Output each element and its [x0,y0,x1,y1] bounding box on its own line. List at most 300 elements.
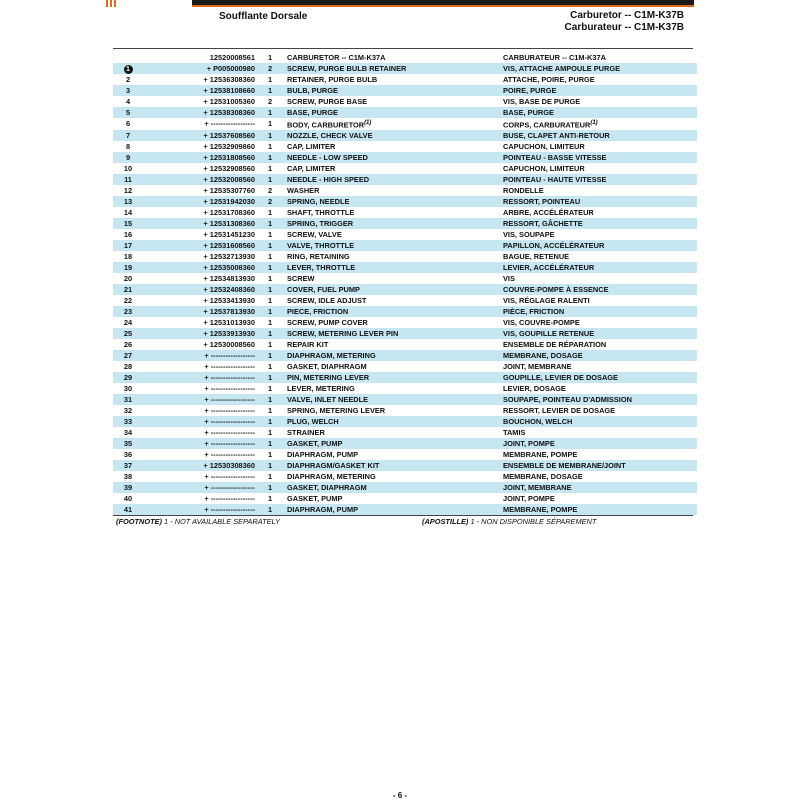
table-row [113,284,697,295]
ref-number: 10 [123,163,133,173]
description-fr-text: RESSORT, POINTEAU [503,196,581,206]
description-fr-text: CORPS, CARBURATEUR [503,120,591,130]
quantity: 2 [259,63,281,74]
part-number: + 12532008560 [143,174,259,185]
description-fr-text: JOINT, MEMBRANE [503,482,572,492]
table-row [113,262,697,273]
description-fr-text: MEMBRANE, POMPE [503,504,578,514]
table-row [113,63,697,74]
part-number: + ------------------ [204,383,255,393]
description-fr [503,218,697,229]
header-bar [192,0,694,7]
quantity: 1 [267,273,273,283]
description-en [281,218,503,229]
part-number: + 12535307760 [203,185,255,195]
description-en-text: DIAPHRAGM, PUMP [287,504,359,514]
quantity: 1 [259,350,281,361]
description-en [281,63,503,74]
quantity: 1 [267,427,273,437]
quantity: 1 [267,383,273,393]
part-number: + ------------------ [204,119,255,129]
description-fr-text: JOINT, POMPE [503,493,555,503]
ref-number: 36 [123,449,133,459]
description-fr-text: MEMBRANE, POMPE [503,449,578,459]
description-en-text: GASKET, PUMP [287,493,343,503]
quantity: 2 [267,185,273,195]
description-en-text: REPAIR KIT [287,339,329,349]
description-fr-text: CAPUCHON, LIMITEUR [503,163,585,173]
description-en [281,196,503,207]
description-fr [503,284,697,295]
description-en [281,163,503,174]
quantity: 1 [259,174,281,185]
description-en-text: PLUG, WELCH [287,416,339,426]
description-fr [503,350,697,361]
description-en-text: CAP, LIMITER [287,163,336,173]
description-en [281,317,503,328]
description-fr [503,107,697,118]
quantity: 1 [267,52,273,62]
description-fr [503,273,697,284]
description-fr [503,427,697,438]
quantity: 1 [267,405,273,415]
footnote-fr-label: (APOSTILLE) [422,517,469,526]
description-en [281,174,503,185]
description-en [281,504,503,515]
description-fr-text: BOUCHON, WELCH [503,416,573,426]
ref-number: 38 [123,471,133,481]
description-en-text: VALVE, THROTTLE [287,240,355,250]
quantity: 1 [259,438,281,449]
description-fr-text: JOINT, MEMBRANE [503,361,572,371]
part-number: + 12532713930 [203,251,255,261]
ref-number: 4 [125,96,131,106]
part-number: + 12531005360 [203,96,255,106]
part-number: + ------------------ [204,427,255,437]
table-row [113,74,697,85]
description-en-text: SPRING, TRIGGER [287,218,354,228]
description-fr [503,141,697,152]
part-number: + ------------------ [143,394,259,405]
description-fr-text: VIS, COUVRE-POMPE [503,317,580,327]
part-number: + ------------------ [143,416,259,427]
description-fr [503,482,697,493]
description-en-text: COVER, FUEL PUMP [287,284,360,294]
description-en-text: SCREW, IDLE ADJUST [287,295,367,305]
footnote-row [0,516,800,528]
quantity: 1 [267,141,273,151]
section-title-en: Carburetor -- C1M-K37B [570,10,684,21]
logo-stripes [106,0,118,7]
description-en [281,449,503,460]
part-number: + 12533913930 [143,328,259,339]
quantity: 1 [259,262,281,273]
description-fr-text: VIS, BASE DE PURGE [503,96,581,106]
part-number: + P005000980 [143,63,259,74]
quantity: 1 [259,416,281,427]
part-number: + 12532909860 [203,141,255,151]
parts-table [113,52,697,515]
table-row [113,427,697,438]
section-title-fr: Carburateur -- C1M-K37B [564,22,684,33]
description-en-text: NEEDLE - LOW SPEED [287,152,368,162]
ref-number: 32 [123,405,133,415]
description-fr [503,185,697,196]
description-en-text: BASE, PURGE [287,107,338,117]
description-en-text: SCREW [287,273,315,283]
part-number: + 12538108660 [143,85,259,96]
description-en [281,339,503,350]
description-en-text: GASKET, DIAPHRAGM [287,482,367,492]
description-en-text: SCREW, PURGE BASE [287,96,368,106]
description-fr-text: SOUPAPE, POINTEAU D'ADMISSION [503,394,632,404]
description-en-text: PIECE, FRICTION [287,306,349,316]
footnote-en-text: 1 - NOT AVAILABLE SEPARATELY [164,517,280,526]
description-fr-text: MEMBRANE, DOSAGE [503,350,583,360]
ref-number: 19 [113,262,143,273]
part-number: + 12532408360 [143,284,259,295]
ref-number: 13 [113,196,143,207]
description-en-text: DIAPHRAGM, METERING [287,471,376,481]
description-en [281,350,503,361]
description-fr [503,306,697,317]
description-fr-text: CARBURATEUR -- C1M-K37A [503,52,606,62]
quantity: 1 [267,339,273,349]
table-row [113,339,697,350]
description-fr-text: VIS, ATTACHE AMPOULE PURGE [503,63,621,73]
quantity: 1 [259,306,281,317]
ref-number: 21 [113,284,143,295]
quantity: 1 [259,107,281,118]
part-number: + ------------------ [143,350,259,361]
ref-number: 7 [113,130,143,141]
description-en [281,273,503,284]
ref-number: 34 [123,427,133,437]
quantity: 1 [259,284,281,295]
part-number: + 12532908560 [203,163,255,173]
description-en [281,427,503,438]
description-fr-text: RONDELLE [503,185,544,195]
table-row [113,504,697,515]
quantity: 1 [267,74,273,84]
description-en-text: RING, RETAINING [287,251,350,261]
quantity: 1 [267,449,273,459]
description-en [281,262,503,273]
description-en [281,383,503,394]
table-row [113,130,697,141]
description-fr-text: JOINT, POMPE [503,438,555,448]
description-fr-text: COUVRE-POMPE À ESSENCE [503,284,609,294]
ref-number: 40 [123,493,133,503]
description-fr [503,63,697,74]
quantity: 1 [267,493,273,503]
ref-number: 3 [113,85,143,96]
description-en-text: RETAINER, PURGE BULB [287,74,378,84]
ref-badge: 1 [124,65,133,74]
quantity: 1 [259,240,281,251]
description-fr [503,471,697,482]
ref-number: 12 [123,185,133,195]
description-fr-text: MEMBRANE, DOSAGE [503,471,583,481]
description-en-text: DIAPHRAGM, PUMP [287,449,359,459]
part-number: + ------------------ [204,471,255,481]
table-row [113,482,697,493]
description-en-text: SPRING, NEEDLE [287,196,350,206]
quantity: 1 [267,295,273,305]
table-row [113,52,697,63]
description-en-text: DIAPHRAGM/GASKET KIT [287,460,380,470]
description-en [281,416,503,427]
table-row [113,306,697,317]
part-number: + ------------------ [143,372,259,383]
description-en [281,493,503,504]
description-fr [503,405,697,416]
quantity: 1 [267,361,273,371]
description-en [281,361,503,372]
description-fr [503,229,697,240]
description-en-text: NOZZLE, CHECK VALVE [287,130,373,140]
description-en [281,141,503,152]
ref-number: 24 [123,317,133,327]
description-en [281,207,503,218]
description-fr-text: VIS, RÉGLAGE RALENTI [503,295,590,305]
part-number: + 12531708360 [203,207,255,217]
description-en [281,438,503,449]
description-en-text: WASHER [287,185,320,195]
description-en [281,185,503,196]
ref-number [113,63,143,74]
description-fr [503,74,697,85]
table-row [113,96,697,107]
footnote-fr [422,516,596,528]
description-fr-text: LEVIER, ACCÉLÉRATEUR [503,262,595,272]
part-number: + 12537608560 [143,130,259,141]
table-row [113,141,697,152]
description-fr [503,438,697,449]
description-fr-text: BUSE, CLAPET ANTI-RETOUR [503,130,610,140]
description-fr-text: BAGUE, RETENUE [503,251,570,261]
table-row [113,328,697,339]
part-number: + ------------------ [143,438,259,449]
description-fr-text: CAPUCHON, LIMITEUR [503,141,585,151]
description-en-text: STRAINER [287,427,325,437]
quantity: 1 [259,394,281,405]
part-number: + 12530308360 [143,460,259,471]
description-fr [503,372,697,383]
table-row [113,218,697,229]
table-row [113,174,697,185]
description-fr [503,196,697,207]
description-fr-text: ARBRE, ACCÉLÉRATEUR [503,207,594,217]
ref-number: 15 [113,218,143,229]
part-number: + 12530008560 [203,339,255,349]
quantity: 1 [267,317,273,327]
table-row [113,152,697,163]
description-en [281,152,503,163]
ref-number: 33 [113,416,143,427]
description-en [281,405,503,416]
quantity: 1 [267,229,273,239]
quantity: 1 [267,119,273,129]
quantity: 1 [259,328,281,339]
table-row [113,107,697,118]
description-en [281,74,503,85]
product-title: Soufflante Dorsale [219,11,308,22]
table-row [113,372,697,383]
ref-number: 16 [123,229,133,239]
ref-number: 5 [113,107,143,118]
ref-number: 26 [123,339,133,349]
description-fr [503,163,697,174]
quantity: 1 [259,130,281,141]
part-number: + 12531942030 [143,196,259,207]
description-en [281,460,503,471]
parts-table-body [113,52,697,515]
quantity: 1 [259,85,281,96]
part-number: + 12537813930 [143,306,259,317]
description-fr [503,295,697,306]
ref-number: 35 [113,438,143,449]
ref-number: 29 [113,372,143,383]
description-en-text: LEVER, THROTTLE [287,262,356,272]
part-number: + 12531308360 [143,218,259,229]
table-row [113,361,697,372]
description-fr-text: PIÈCE, FRICTION [503,306,565,316]
quantity: 1 [259,372,281,383]
table-row [113,405,697,416]
table-row [113,251,697,262]
brand-logo [106,0,192,7]
description-en-text: SPRING, METERING LEVER [287,405,386,415]
description-en [281,118,503,130]
description-fr-text: VIS [503,273,515,283]
footnote-en-label: (FOOTNOTE) [116,517,162,526]
description-en-text: GASKET, DIAPHRAGM [287,361,367,371]
description-fr-text: ENSEMBLE DE RÉPARATION [503,339,607,349]
description-en [281,107,503,118]
description-en [281,471,503,482]
description-fr [503,130,697,141]
table-row [113,118,697,130]
quantity: 1 [259,504,281,515]
ref-number: 27 [113,350,143,361]
description-en-text: NEEDLE - HIGH SPEED [287,174,370,184]
description-en-text: PIN, METERING LEVER [287,372,370,382]
part-number: + 12531608560 [143,240,259,251]
ref-number: 6 [125,119,131,129]
description-fr [503,317,697,328]
description-fr [503,118,697,130]
table-row [113,493,697,504]
description-en-text: DIAPHRAGM, METERING [287,350,376,360]
description-fr-text: POIRE, PURGE [503,85,557,95]
description-fr-text: ATTACHE, POIRE, PURGE [503,74,595,84]
table-row [113,185,697,196]
table-row [113,460,697,471]
description-en [281,130,503,141]
description-en-text: SHAFT, THROTTLE [287,207,355,217]
table-row [113,240,697,251]
description-en [281,251,503,262]
ref-number: 18 [123,251,133,261]
description-en-text: BULB, PURGE [287,85,338,95]
description-fr [503,152,697,163]
description-fr-text: VIS, SOUPAPE [503,229,555,239]
ref-number: 31 [113,394,143,405]
description-fr [503,328,697,339]
description-fr-text: ENSEMBLE DE MEMBRANE/JOINT [503,460,626,470]
description-en-text: CARBURETOR -- C1M-K37A [287,52,386,62]
description-fr [503,361,697,372]
description-fr-text: LEVIER, DOSAGE [503,383,566,393]
description-en-text: SCREW, METERING LEVER PIN [287,328,399,338]
ref-number: 28 [123,361,133,371]
ref-number: 14 [123,207,133,217]
part-number: + 12531013930 [203,317,255,327]
description-fr [503,96,697,107]
ref-number: 25 [113,328,143,339]
part-number: + 12531808560 [143,152,259,163]
quantity: 1 [267,207,273,217]
ref-number: 30 [123,383,133,393]
description-en-text: BODY, CARBURETOR [287,120,365,130]
description-en-text: VALVE, INLET NEEDLE [287,394,369,404]
table-row [113,394,697,405]
description-fr-text: GOUPILLE, LEVIER DE DOSAGE [503,372,618,382]
description-fr [503,416,697,427]
description-fr [503,85,697,96]
description-fr [503,52,697,63]
part-number: + ------------------ [204,449,255,459]
description-en-text: LEVER, METERING [287,383,355,393]
table-row [113,449,697,460]
part-number: + 12533413930 [203,295,255,305]
quantity: 1 [267,471,273,481]
quantity: 1 [259,460,281,471]
description-en [281,96,503,107]
description-fr-text: POINTEAU - BASSE VITESSE [503,152,607,162]
description-en-text: CAP, LIMITER [287,141,336,151]
part-number: + 12534813930 [203,273,255,283]
description-fr [503,251,697,262]
page-number: - 6 - [392,791,408,800]
description-en [281,328,503,339]
description-fr [503,240,697,251]
description-en [281,284,503,295]
ref-number: 23 [113,306,143,317]
table-row [113,383,697,394]
quantity: 1 [267,163,273,173]
table-row [113,163,697,174]
ref-number: 41 [113,504,143,515]
footnote-marker: (1) [364,120,372,126]
table-row [113,196,697,207]
description-en [281,85,503,96]
part-number: + 12538308360 [143,107,259,118]
description-fr [503,174,697,185]
part-number: + 12531451230 [203,229,255,239]
description-fr-text: PAPILLON, ACCÉLÉRATEUR [503,240,605,250]
table-row [113,207,697,218]
description-en-text: SCREW, VALVE [287,229,342,239]
description-fr [503,449,697,460]
part-number: + ------------------ [143,504,259,515]
description-fr-text: VIS, GOUPILLE RETENUE [503,328,595,338]
quantity: 2 [259,196,281,207]
table-row [113,471,697,482]
description-en [281,394,503,405]
description-en-text: SCREW, PURGE BULB RETAINER [287,63,407,73]
